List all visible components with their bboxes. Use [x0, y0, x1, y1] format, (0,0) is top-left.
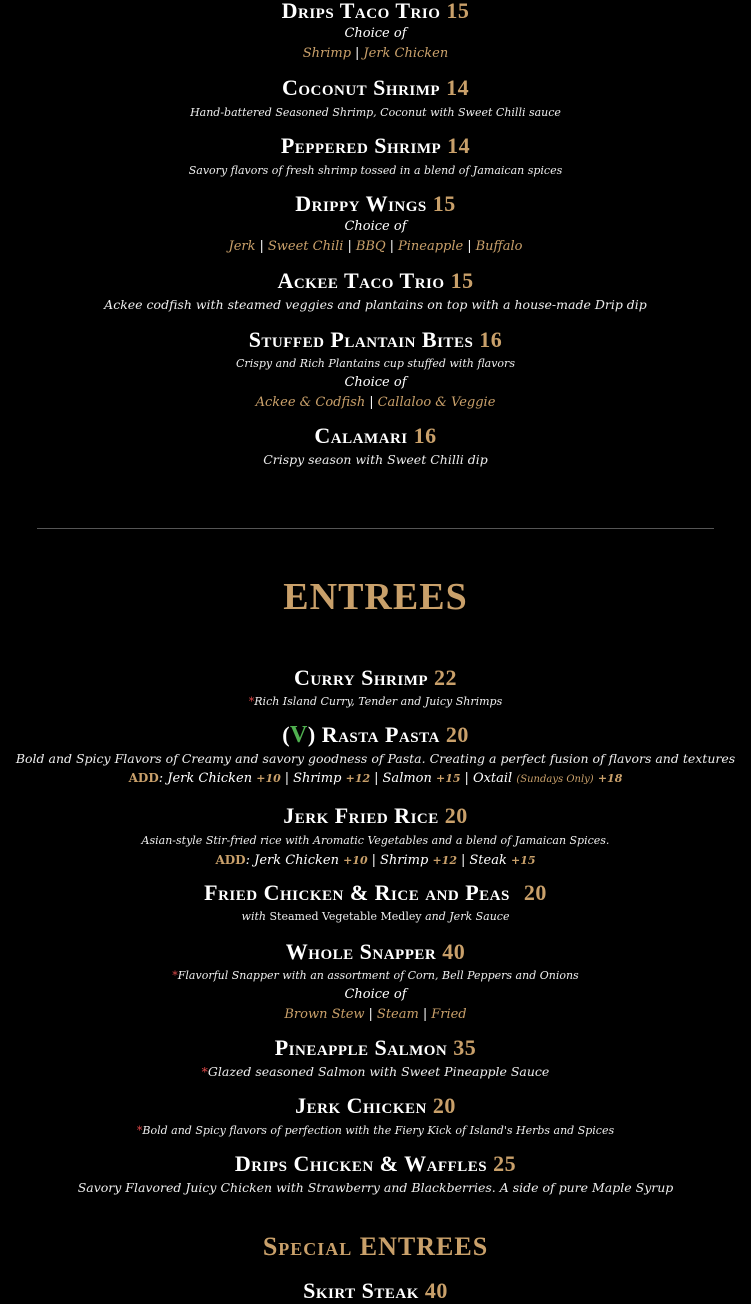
menu-item-jerk-fried-rice [0, 803, 751, 871]
option: BBQ [355, 239, 386, 254]
item-price: 16 [413, 423, 437, 448]
menu-item-curry-shrimp [0, 665, 751, 711]
item-name: Curry Shrimp [293, 665, 429, 690]
item-description: Bold and Spicy Flavors of Creamy and savory goodness of Pasta. Creating a perfect fusion of flavors and textures [15, 751, 736, 766]
add-on-price: +15 [436, 772, 461, 785]
add-on-price: +18 [597, 772, 623, 785]
add-label: ADD [128, 771, 159, 785]
item-name: Calamari [314, 423, 408, 448]
item-name: Coconut Shrimp [281, 75, 441, 100]
add-on-price: +10 [256, 772, 281, 785]
description-text: Glazed seasoned Salmon with Sweet Pineapple Sauce [207, 1064, 550, 1079]
item-price: 40 [424, 1278, 448, 1303]
menu-item-peppered-shrimp [0, 133, 751, 180]
item-name: Ackee Taco Trio [277, 268, 445, 293]
item-name: Peppered Shrimp [280, 133, 442, 158]
add-ons: ADD: Jerk Chicken +10 | Shrimp +12 | Steak +15 [215, 853, 536, 868]
star-marker: * [201, 1064, 208, 1079]
item-price: 14 [446, 75, 470, 100]
item-name: Whole Snapper [285, 939, 437, 964]
menu-item-drippy-wings [0, 191, 751, 257]
menu-item-fried-chicken-rice-peas [0, 880, 751, 926]
paren-close: ) [307, 722, 316, 747]
description-suffix: and Jerk Sauce [425, 910, 510, 923]
option: Jerk [228, 239, 256, 254]
paren-open: ( [282, 722, 291, 747]
add-on-name: Jerk Chicken [254, 853, 339, 868]
menu-item-stuffed-plantain-bites [0, 327, 751, 413]
item-description: Savory Flavored Juicy Chicken with Strawberry and Blackberries. A side of pure Maple Syrup [77, 1180, 674, 1195]
add-on-price: +12 [432, 854, 457, 867]
item-description: Crispy season with Sweet Chilli dip [263, 452, 488, 467]
option: Sweet Chili [267, 239, 344, 254]
choice-label: Choice of [344, 26, 407, 41]
item-price: 15 [446, 0, 470, 23]
item-description [0, 693, 751, 711]
item-price: 40 [442, 939, 466, 964]
add-label: ADD [215, 853, 246, 867]
option: Callaloo & Veggie [377, 395, 496, 410]
description-prefix: with [241, 910, 266, 923]
add-on-name: Shrimp [293, 771, 342, 786]
item-price: 15 [432, 191, 456, 216]
menu-item-rasta-pasta [0, 722, 751, 790]
menu-item-pineapple-salmon [0, 1035, 751, 1081]
item-price: 25 [493, 1151, 517, 1176]
item-name: Drippy Wings [295, 191, 427, 216]
item-description [0, 1122, 751, 1140]
menu-item-whole-snapper [0, 939, 751, 1025]
star-marker: * [172, 969, 178, 982]
option: Buffalo [475, 239, 523, 254]
menu-item-ackee-taco-trio [0, 268, 751, 314]
item-description: Crispy and Rich Plantains cup stuffed with flavors [236, 357, 515, 370]
item-name: Stuffed Plantain Bites [248, 327, 474, 352]
item-price: 20 [444, 803, 468, 828]
option: Brown Stew [284, 1007, 365, 1022]
item-price: 15 [450, 268, 474, 293]
choice-label: Choice of [344, 987, 407, 1002]
item-description [0, 908, 751, 926]
option: Pineapple [398, 239, 464, 254]
add-on-price: +15 [510, 854, 536, 867]
add-ons: ADD: Jerk Chicken +10 | Shrimp +12 | Salmon +15 | Oxtail (Sundays Only) +18 [128, 771, 623, 786]
description-text: Rich Island Curry, Tender and Juicy Shrimps [254, 695, 503, 708]
menu-item-drips-taco-trio [0, 0, 751, 64]
item-name: Drips Taco Trio [281, 0, 441, 23]
item-name: Fried Chicken & Rice and Peas [204, 880, 510, 905]
menu-item-jerk-chicken [0, 1093, 751, 1140]
item-name: Jerk Fried Rice [283, 803, 439, 828]
item-price: 14 [447, 133, 471, 158]
section-divider [37, 528, 714, 529]
add-on-price: +12 [345, 772, 371, 785]
option-list: Shrimp | Jerk Chicken [302, 46, 449, 61]
special-entrees-heading: Special ENTREES [262, 1232, 489, 1261]
add-on-note: (Sundays Only) [516, 774, 594, 785]
choice-label: Choice of [344, 375, 407, 390]
item-price: 20 [432, 1093, 456, 1118]
item-description: Asian-style Stir-fried rice with Aromatic Vegetables and a blend of Jamaican Spices. [141, 834, 610, 847]
item-price: 35 [453, 1035, 477, 1060]
choice-label: Choice of [344, 219, 407, 234]
menu-item-skirt-steak [0, 1278, 751, 1304]
item-price: 22 [434, 665, 458, 690]
description-main: Steamed Vegetable Medley [269, 910, 422, 923]
add-on-name: Steak [469, 853, 507, 868]
option: Jerk Chicken [363, 46, 449, 61]
option: Fried [431, 1007, 467, 1022]
star-marker: * [248, 695, 255, 708]
entrees-heading: ENTREES [283, 576, 468, 618]
item-name: Rasta Pasta [321, 722, 440, 747]
item-price: 20 [445, 722, 469, 747]
item-description [0, 967, 751, 985]
add-on-price: +10 [343, 854, 368, 867]
menu-item-drips-chicken-waffles [0, 1151, 751, 1197]
item-name: Pineapple Salmon [274, 1035, 448, 1060]
add-on-name: Jerk Chicken [167, 771, 253, 786]
add-on-name: Oxtail [472, 771, 513, 786]
item-description: Savory flavors of fresh shrimp tossed in a blend of Jamaican spices [188, 164, 563, 177]
option: Steam [376, 1007, 419, 1022]
description-text: Bold and Spicy flavors of perfection with the Fiery Kick of Island's Herbs and Spices [142, 1124, 615, 1137]
item-description: Ackee codfish with steamed veggies and plantains on top with a house-made Drip dip [104, 297, 647, 312]
item-name: Skirt Steak [303, 1278, 419, 1303]
add-on-name: Salmon [382, 771, 432, 786]
item-description [0, 1063, 751, 1081]
vegetarian-icon: V [290, 722, 308, 748]
option-list: Jerk | Sweet Chili | BBQ | Pineapple | Buffalo [228, 239, 523, 254]
description-text: Flavorful Snapper with an assortment of Corn, Bell Peppers and Onions [177, 969, 579, 982]
add-on-name: Shrimp [380, 853, 429, 868]
item-description: Hand-battered Seasoned Shrimp, Coconut with Sweet Chilli sauce [190, 106, 561, 119]
option-list: Ackee & Codfish | Callaloo & Veggie [255, 395, 496, 410]
option-list: Brown Stew | Steam | Fried [284, 1007, 467, 1022]
item-price: 20 [523, 880, 547, 905]
menu-item-calamari [0, 423, 751, 469]
star-marker: * [136, 1124, 143, 1137]
menu-item-coconut-shrimp [0, 75, 751, 122]
item-name: Jerk Chicken [295, 1093, 427, 1118]
option: Shrimp [302, 46, 352, 61]
item-price: 16 [479, 327, 503, 352]
item-name: Drips Chicken & Waffles [234, 1151, 488, 1176]
option: Ackee & Codfish [255, 395, 366, 410]
